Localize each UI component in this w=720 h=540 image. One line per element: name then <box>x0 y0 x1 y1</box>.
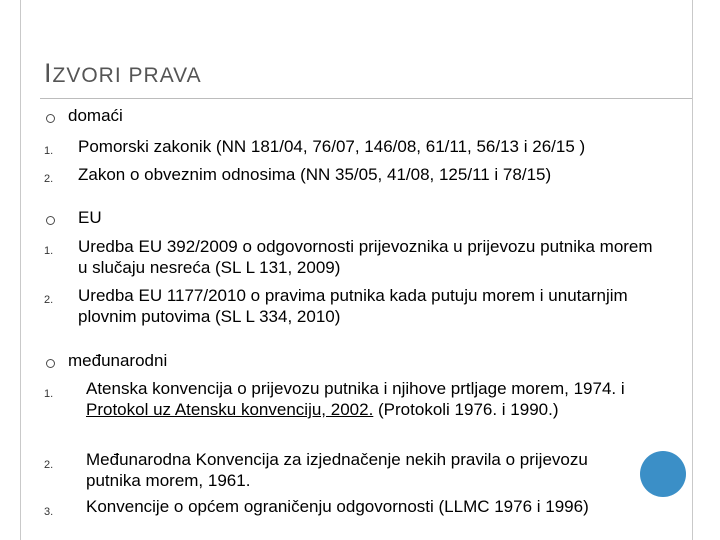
circle-bullet-icon <box>46 114 55 123</box>
list-item: Konvencije o općem ograničenju odgovornosti (LLMC 1976 i 1996) <box>86 497 589 516</box>
list-item: Uredba EU 1177/2010 o pravima putnika kada putuju morem i unutarnjim plovnim putovima (SL L 334, 2010) <box>78 286 628 326</box>
section-heading-eu: EU <box>78 208 102 227</box>
list-item: Zakon o obveznim odnosima (NN 35/05, 41/08, 125/11 i 78/15) <box>78 165 552 184</box>
section-heading-international: međunarodni <box>68 351 168 370</box>
protocol-link[interactable]: Protokol uz Atensku konvenciju, 2002. <box>86 400 374 419</box>
list-number: 1. <box>44 245 54 257</box>
list-number: 2. <box>44 173 54 185</box>
list-number: 2. <box>44 459 54 471</box>
item-text: Atenska konvencija o prijevozu putnika i njihove prtljage morem, 1974. i <box>86 379 625 398</box>
frame-right-line <box>692 0 693 540</box>
list-item <box>86 378 646 420</box>
list-item: Međunarodna Konvencija za izjednačenje nekih pravila o prijevozu putnika morem, 1961. <box>86 450 588 490</box>
item-text: (Protokoli 1976. i 1990.) <box>373 400 559 419</box>
list-number: 1. <box>44 388 54 400</box>
frame-left-line <box>20 0 21 540</box>
decorative-circle <box>640 451 686 497</box>
title-initial: I <box>44 58 53 88</box>
list-number: 2. <box>44 294 54 306</box>
list-number: 1. <box>44 145 54 157</box>
section-heading-domestic: domaći <box>68 106 123 125</box>
circle-bullet-icon <box>46 359 55 368</box>
list-item: Uredba EU 392/2009 o odgovornosti prijevoznika u prijevozu putnika morem u slučaju nesreća (SL L 131, 2009) <box>78 237 653 277</box>
slide-title <box>44 58 202 89</box>
list-item: Pomorski zakonik (NN 181/04, 76/07, 146/08, 61/11, 56/13 i 26/15 ) <box>78 137 586 156</box>
circle-bullet-icon <box>46 216 55 225</box>
title-rest: ZVORI PRAVA <box>52 64 202 87</box>
title-rule <box>40 98 692 99</box>
list-number: 3. <box>44 506 54 518</box>
